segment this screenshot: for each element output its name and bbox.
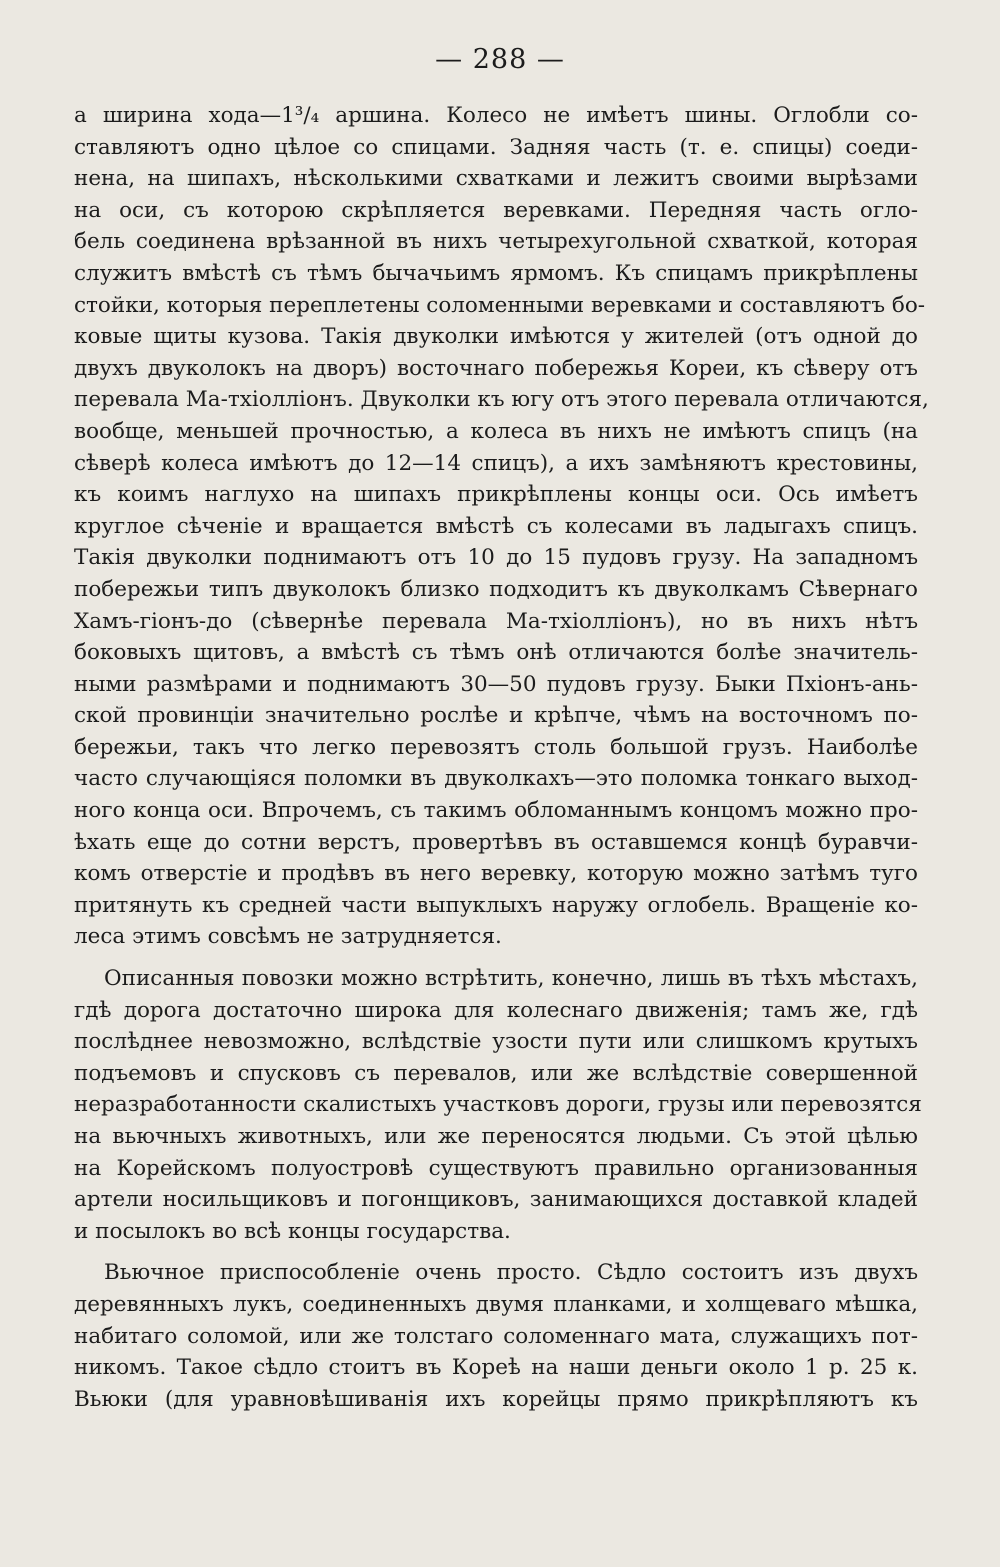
text-line: комъ отверстіе и продѣвъ въ него веревку, которую можно затѣмъ туго — [74, 861, 918, 887]
text-line: ской провинціи значительно рослѣе и крѣпче, чѣмъ на восточномъ по- — [74, 703, 918, 729]
text-line: никомъ. Такое сѣдло стоитъ въ Кореѣ на наши деньги около 1 р. 25 к. — [74, 1355, 918, 1381]
text-line: Хамъ-гіонъ-до (сѣвернѣе перевала Ма-тхіолліонъ), но въ нихъ нѣтъ — [74, 608, 918, 634]
text-line: Вьюки (для уравновѣшиванія ихъ корейцы прямо прикрѣпляютъ къ — [74, 1386, 918, 1412]
text-line: притянуть къ средней части выпуклыхъ наружу оглобель. Вращеніе ко- — [74, 892, 918, 918]
text-line: бережьи, такъ что легко перевозятъ столь большой грузъ. Наиболѣе — [74, 734, 918, 760]
paragraph — [74, 963, 922, 1247]
text-line: стойки, которыя переплетены соломенными веревками и составляютъ бо- — [74, 292, 926, 318]
text-line: часто случающіяся поломки въ двуколкахъ—это поломка тонкаго выход- — [74, 766, 918, 792]
text-line: сѣверѣ колеса имѣютъ до 12—14 спицъ), а ихъ замѣняютъ крестовины, — [74, 450, 918, 476]
text-line: круглое сѣченіе и вращается вмѣстѣ съ колесами въ ладыгахъ спицъ. — [74, 513, 918, 539]
text-line: вообще, меньшей прочностью, а колеса въ нихъ не имѣютъ спицъ (на — [74, 418, 918, 444]
text-line: перевала Ма-тхіолліонъ. Двуколки къ югу отъ этого перевала отличаются, — [74, 387, 929, 413]
text-line: нена, на шипахъ, нѣсколькими схватками и лежитъ своими вырѣзами — [74, 166, 918, 192]
paragraph — [74, 100, 929, 953]
paragraph-gap — [74, 1247, 918, 1257]
text-line: ковые щиты кузова. Такія двуколки имѣются у жителей (отъ одной до — [74, 324, 918, 350]
text-line: и посылокъ во всѣ концы государства. — [74, 1218, 511, 1244]
text-line: подъемовъ и спусковъ съ перевалов, или же вслѣдствіе совершенной — [74, 1060, 918, 1086]
text-line: двухъ двуколокъ на дворъ) восточнаго побережья Кореи, къ сѣверу отъ — [74, 355, 918, 381]
text-line: леса этимъ совсѣмъ не затрудняется. — [74, 924, 502, 950]
page-number: — 288 — — [435, 44, 565, 75]
text-line: къ коимъ наглухо на шипахъ прикрѣплены концы оси. Ось имѣетъ — [74, 482, 918, 508]
text-line: ного конца оси. Впрочемъ, съ такимъ обломаннымъ концомъ можно про- — [74, 798, 918, 824]
text-line: ѣхать еще до сотни верстъ, провертѣвъ въ оставшемся концѣ буравчи- — [74, 829, 918, 855]
text-line: ными размѣрами и поднимаютъ 30—50 пудовъ грузу. Быки Пхіонъ-ань- — [74, 671, 918, 697]
text-line: артели носильщиковъ и погонщиковъ, занимающихся доставкой кладей — [74, 1187, 918, 1213]
text-line: побережьи типъ двуколокъ близко подходитъ къ двуколкамъ Сѣвернаго — [74, 576, 918, 602]
paragraph-gap — [74, 953, 918, 963]
text-line: на Корейскомъ полуостровѣ существуютъ правильно организованныя — [74, 1155, 918, 1181]
text-line: на вьючныхъ животныхъ, или же переносятся людьми. Съ этой цѣлью — [74, 1124, 918, 1149]
text-line: набитаго соломой, или же толстаго соломеннаго мата, служащихъ пот- — [74, 1323, 918, 1349]
text-line: служитъ вмѣстѣ съ тѣмъ бычачьимъ ярмомъ. Къ спицамъ прикрѣплены — [74, 260, 918, 286]
text-line: неразработанности скалистыхъ участковъ дороги, грузы или перевозятся — [74, 1092, 922, 1118]
text-line: гдѣ дорога достаточно широка для колеснаго движенія; тамъ же, гдѣ — [74, 997, 918, 1023]
text-line: а ширина хода—1³/₄ аршина. Колесо не имѣетъ шины. Оглобли со- — [74, 103, 918, 128]
text-line: деревянныхъ лукъ, соединенныхъ двумя планками, и холщеваго мѣшка, — [74, 1291, 918, 1317]
text-column — [74, 100, 929, 1415]
text-line: Вьючное приспособленіе очень просто. Сѣдло состоитъ изъ двухъ — [104, 1260, 918, 1286]
text-line: боковыхъ щитовъ, а вмѣстѣ съ тѣмъ онѣ отличаются болѣе значитель- — [74, 640, 918, 666]
text-line: на оси, съ которою скрѣпляется веревками. Передняя часть огло- — [74, 197, 918, 223]
paragraph — [74, 1257, 918, 1415]
text-line: Такія двуколки поднимаютъ отъ 10 до 15 пудовъ грузу. На западномъ — [74, 545, 918, 571]
text-line: Описанныя повозки можно встрѣтить, конечно, лишь въ тѣхъ мѣстахъ, — [104, 966, 918, 992]
text-line: послѣднее невозможно, вслѣдствіе узости пути или слишкомъ крутыхъ — [74, 1029, 918, 1055]
text-line: ставляютъ одно цѣлое со спицами. Задняя часть (т. е. спицы) соеди- — [74, 134, 918, 160]
text-line: бель соединена врѣзанной въ нихъ четырехугольной схваткой, которая — [74, 229, 918, 255]
